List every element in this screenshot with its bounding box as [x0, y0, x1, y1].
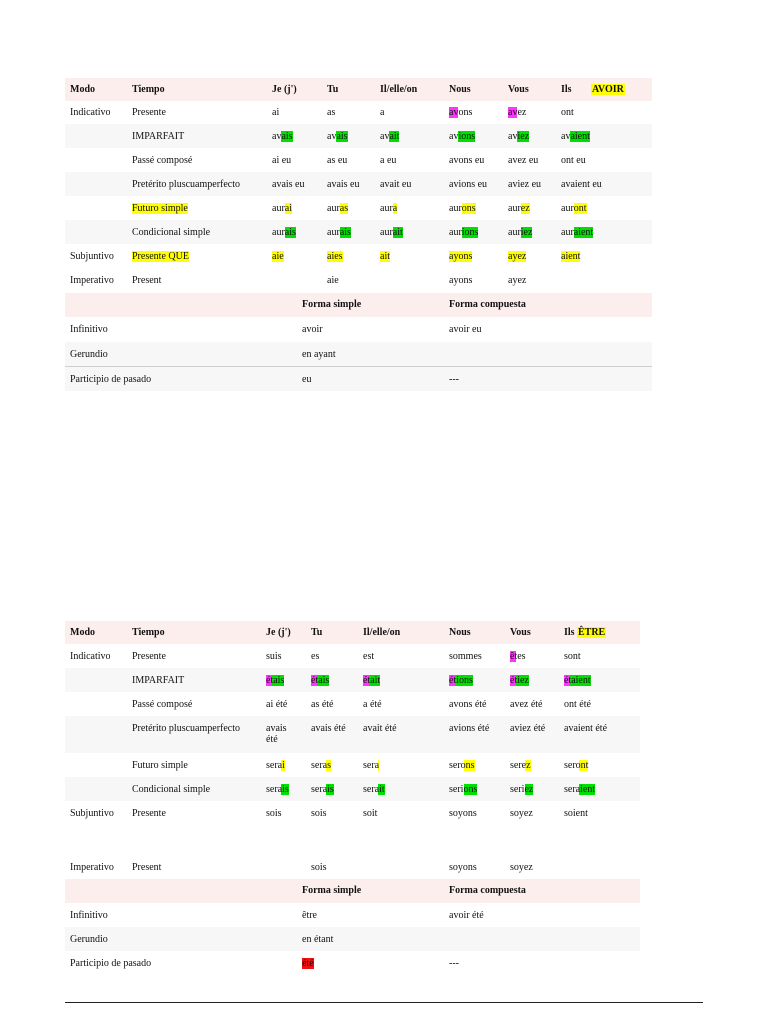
form-tu: avais	[327, 131, 348, 142]
table-row	[65, 342, 652, 367]
form-il: soit	[363, 808, 378, 819]
form-label: Gerundio	[70, 934, 108, 945]
header-tu: Tu	[311, 627, 323, 638]
row-mode: Indicativo	[70, 107, 111, 118]
form-tu: aies	[327, 251, 343, 262]
form-label: Participio de pasado	[70, 958, 152, 969]
row-mode: Subjuntivo	[70, 251, 114, 262]
table-row	[65, 801, 640, 826]
row-tense: Presente	[132, 651, 166, 662]
header-modo: Modo	[70, 84, 95, 95]
row-tense: Condicional simple	[132, 227, 211, 238]
form-il: est	[363, 651, 375, 662]
form-vous: aviez	[508, 131, 530, 142]
form-ils: soient	[564, 808, 588, 819]
form-nous: soyons	[449, 862, 477, 873]
form-tu: avais eu	[327, 179, 360, 190]
form-il: était	[363, 675, 381, 686]
form-tu: aurais	[327, 227, 351, 238]
form-ils: avaient eu	[561, 179, 602, 190]
form-tu: as	[327, 107, 336, 118]
table-row-empty	[65, 825, 640, 856]
row-tense: Pretérito pluscuamperfecto	[132, 179, 241, 190]
form-il: aurait	[380, 227, 403, 238]
form-il: serait	[363, 784, 385, 795]
form-nous: avions été	[449, 723, 490, 734]
forma-simple: en étant	[302, 934, 334, 945]
forma-simple: été	[302, 958, 314, 969]
row-mode: Imperativo	[70, 275, 114, 286]
form-je: serai	[266, 760, 285, 771]
form-vous: soyez	[510, 808, 533, 819]
row-mode: Subjuntivo	[70, 808, 114, 819]
form-je: suis	[266, 651, 282, 662]
form-vous: avez eu	[508, 155, 539, 166]
form-je: aurai	[272, 203, 292, 214]
row-mode: Imperativo	[70, 862, 114, 873]
header-forma-simple: Forma simple	[302, 299, 362, 310]
form-vous: aviez été	[510, 723, 546, 734]
row-tense: Presente	[132, 808, 166, 819]
form-je: sois	[266, 808, 282, 819]
table-row	[65, 855, 640, 879]
form-label: Participio de pasado	[70, 374, 152, 385]
form-vous: ayez	[508, 251, 527, 262]
form-nous: serions	[449, 784, 478, 795]
header-nous: Nous	[449, 84, 471, 95]
table-header-row	[65, 621, 640, 644]
table-row	[65, 172, 652, 197]
header-je: Je (j')	[266, 627, 291, 638]
form-vous: auriez	[508, 227, 533, 238]
form-vous: serez	[510, 760, 531, 771]
form-je: aurais	[272, 227, 296, 238]
form-ils: avaient	[561, 131, 590, 142]
table-header-row	[65, 78, 652, 101]
form-tu: as été	[311, 699, 334, 710]
row-tense: Condicional simple	[132, 784, 211, 795]
forms-header-row	[65, 879, 640, 903]
form-nous: serons	[449, 760, 475, 771]
table-row	[65, 196, 652, 221]
table-row	[65, 244, 652, 269]
form-ils: ont eu	[561, 155, 586, 166]
forms-header-row	[65, 293, 652, 317]
row-mode: Indicativo	[70, 651, 111, 662]
form-ils: étaient	[564, 675, 591, 686]
form-tu: seras	[311, 760, 331, 771]
verb-title: ÊTRE	[578, 627, 606, 638]
form-vous: êtes	[510, 651, 526, 662]
table-row	[65, 124, 652, 149]
form-il: aura	[380, 203, 398, 214]
header-tu: Tu	[327, 84, 339, 95]
form-ils: avaient été	[564, 723, 608, 734]
form-nous: aurions	[449, 227, 479, 238]
form-nous: avions	[449, 131, 476, 142]
header-vous: Vous	[510, 627, 531, 638]
form-vous: seriez	[510, 784, 534, 795]
form-il: avait été	[363, 723, 397, 734]
header-ils: Ils	[564, 627, 575, 638]
header-nous: Nous	[449, 627, 471, 638]
form-je: ai eu	[272, 155, 292, 166]
form-vous: avez	[508, 107, 527, 118]
row-tense: IMPARFAIT	[132, 675, 185, 686]
table-row	[65, 692, 640, 717]
header-forma-compuesta: Forma compuesta	[449, 885, 526, 896]
form-il: a été	[363, 699, 382, 710]
row-tense: Pretérito pluscuamperfecto	[132, 723, 241, 734]
table-row	[65, 644, 640, 669]
table-row	[65, 951, 640, 975]
row-tense: Futuro simple	[132, 203, 188, 214]
form-tu: es	[311, 651, 320, 662]
form-nous: avons	[449, 107, 473, 118]
form-je: avais eu	[272, 179, 305, 190]
header-forma-compuesta: Forma compuesta	[449, 299, 526, 310]
table-row	[65, 101, 652, 125]
form-ils: sont	[564, 651, 581, 662]
row-tense: Presente	[132, 107, 166, 118]
header-il: Il/elle/on	[363, 627, 401, 638]
form-ils: auraient	[561, 227, 594, 238]
table-row	[65, 367, 652, 391]
form-ils: seront	[564, 760, 589, 771]
row-tense: Present	[132, 275, 162, 286]
form-vous: ayez	[508, 275, 527, 286]
form-tu: étais	[311, 675, 330, 686]
form-tu: aie	[327, 275, 339, 286]
form-nous: étions	[449, 675, 473, 686]
form-je: serais	[266, 784, 289, 795]
form-label: Infinitivo	[70, 910, 108, 921]
header-tiempo: Tiempo	[132, 627, 165, 638]
form-label: Gerundio	[70, 349, 108, 360]
form-il: avait eu	[380, 179, 412, 190]
row-tense: Presente QUE	[132, 251, 189, 262]
forma-simple: avoir	[302, 324, 323, 335]
form-tu: serais	[311, 784, 334, 795]
forma-compuesta: ---	[449, 958, 459, 969]
form-il: a	[380, 107, 385, 118]
form-je: ai été	[266, 699, 288, 710]
header-modo: Modo	[70, 627, 95, 638]
header-je: Je (j')	[272, 84, 297, 95]
form-tu: sois	[311, 862, 327, 873]
table-row	[65, 716, 640, 754]
form-ils: auront	[561, 203, 587, 214]
form-tu: avais été	[311, 723, 346, 734]
form-ils: ont	[561, 107, 574, 118]
row-tense: Futuro simple	[132, 760, 188, 771]
table-row	[65, 927, 640, 952]
forma-simple: être	[302, 910, 317, 921]
forma-compuesta: ---	[449, 374, 459, 385]
forma-simple: en ayant	[302, 349, 336, 360]
form-il: ait	[380, 251, 390, 262]
table-row	[65, 148, 652, 173]
header-vous: Vous	[508, 84, 529, 95]
form-nous: avions eu	[449, 179, 488, 190]
form-tu: sois	[311, 808, 327, 819]
row-tense: IMPARFAIT	[132, 131, 185, 142]
header-forma-simple: Forma simple	[302, 885, 362, 896]
form-vous: soyez	[510, 862, 533, 873]
form-nous: ayons	[449, 251, 473, 262]
form-il: avait	[380, 131, 400, 142]
form-tu: auras	[327, 203, 349, 214]
form-nous: soyons	[449, 808, 477, 819]
form-label: Infinitivo	[70, 324, 108, 335]
form-vous: aviez eu	[508, 179, 542, 190]
table-row	[65, 777, 640, 802]
row-tense: Present	[132, 862, 162, 873]
form-ils: aient	[561, 251, 581, 262]
form-je: aie	[272, 251, 284, 262]
table-row	[65, 220, 652, 245]
page-footer-rule	[65, 1002, 703, 1003]
row-tense: Passé composé	[132, 155, 193, 166]
form-il: sera	[363, 760, 380, 771]
form-nous: avons eu	[449, 155, 485, 166]
header-il: Il/elle/on	[380, 84, 418, 95]
form-je: ai	[272, 107, 280, 118]
table-row	[65, 903, 640, 928]
table-row	[65, 753, 640, 778]
form-vous: aurez	[508, 203, 530, 214]
table-row	[65, 268, 652, 293]
avoir-conjugation-table	[65, 78, 652, 391]
form-nous: ayons	[449, 275, 473, 286]
form-vous: avez été	[510, 699, 543, 710]
form-vous: étiez	[510, 675, 529, 686]
table-row	[65, 317, 652, 343]
forma-compuesta: avoir eu	[449, 324, 482, 335]
form-ils: seraient	[564, 784, 596, 795]
header-ils: Ils	[561, 84, 572, 95]
etre-conjugation-table	[65, 621, 640, 975]
header-tiempo: Tiempo	[132, 84, 165, 95]
form-je: avais	[272, 131, 293, 142]
form-nous: avons été	[449, 699, 487, 710]
form-je: étais	[266, 675, 285, 686]
forma-compuesta: avoir été	[449, 910, 484, 921]
form-nous: sommes	[449, 651, 482, 662]
table-row	[65, 668, 640, 693]
form-tu: as eu	[327, 155, 348, 166]
form-nous: aurons	[449, 203, 476, 214]
verb-title: AVOIR	[592, 84, 624, 95]
form-je: avais été	[266, 723, 287, 745]
forma-simple: eu	[302, 374, 312, 385]
row-tense: Passé composé	[132, 699, 193, 710]
form-il: a eu	[380, 155, 397, 166]
form-ils: ont été	[564, 699, 591, 710]
